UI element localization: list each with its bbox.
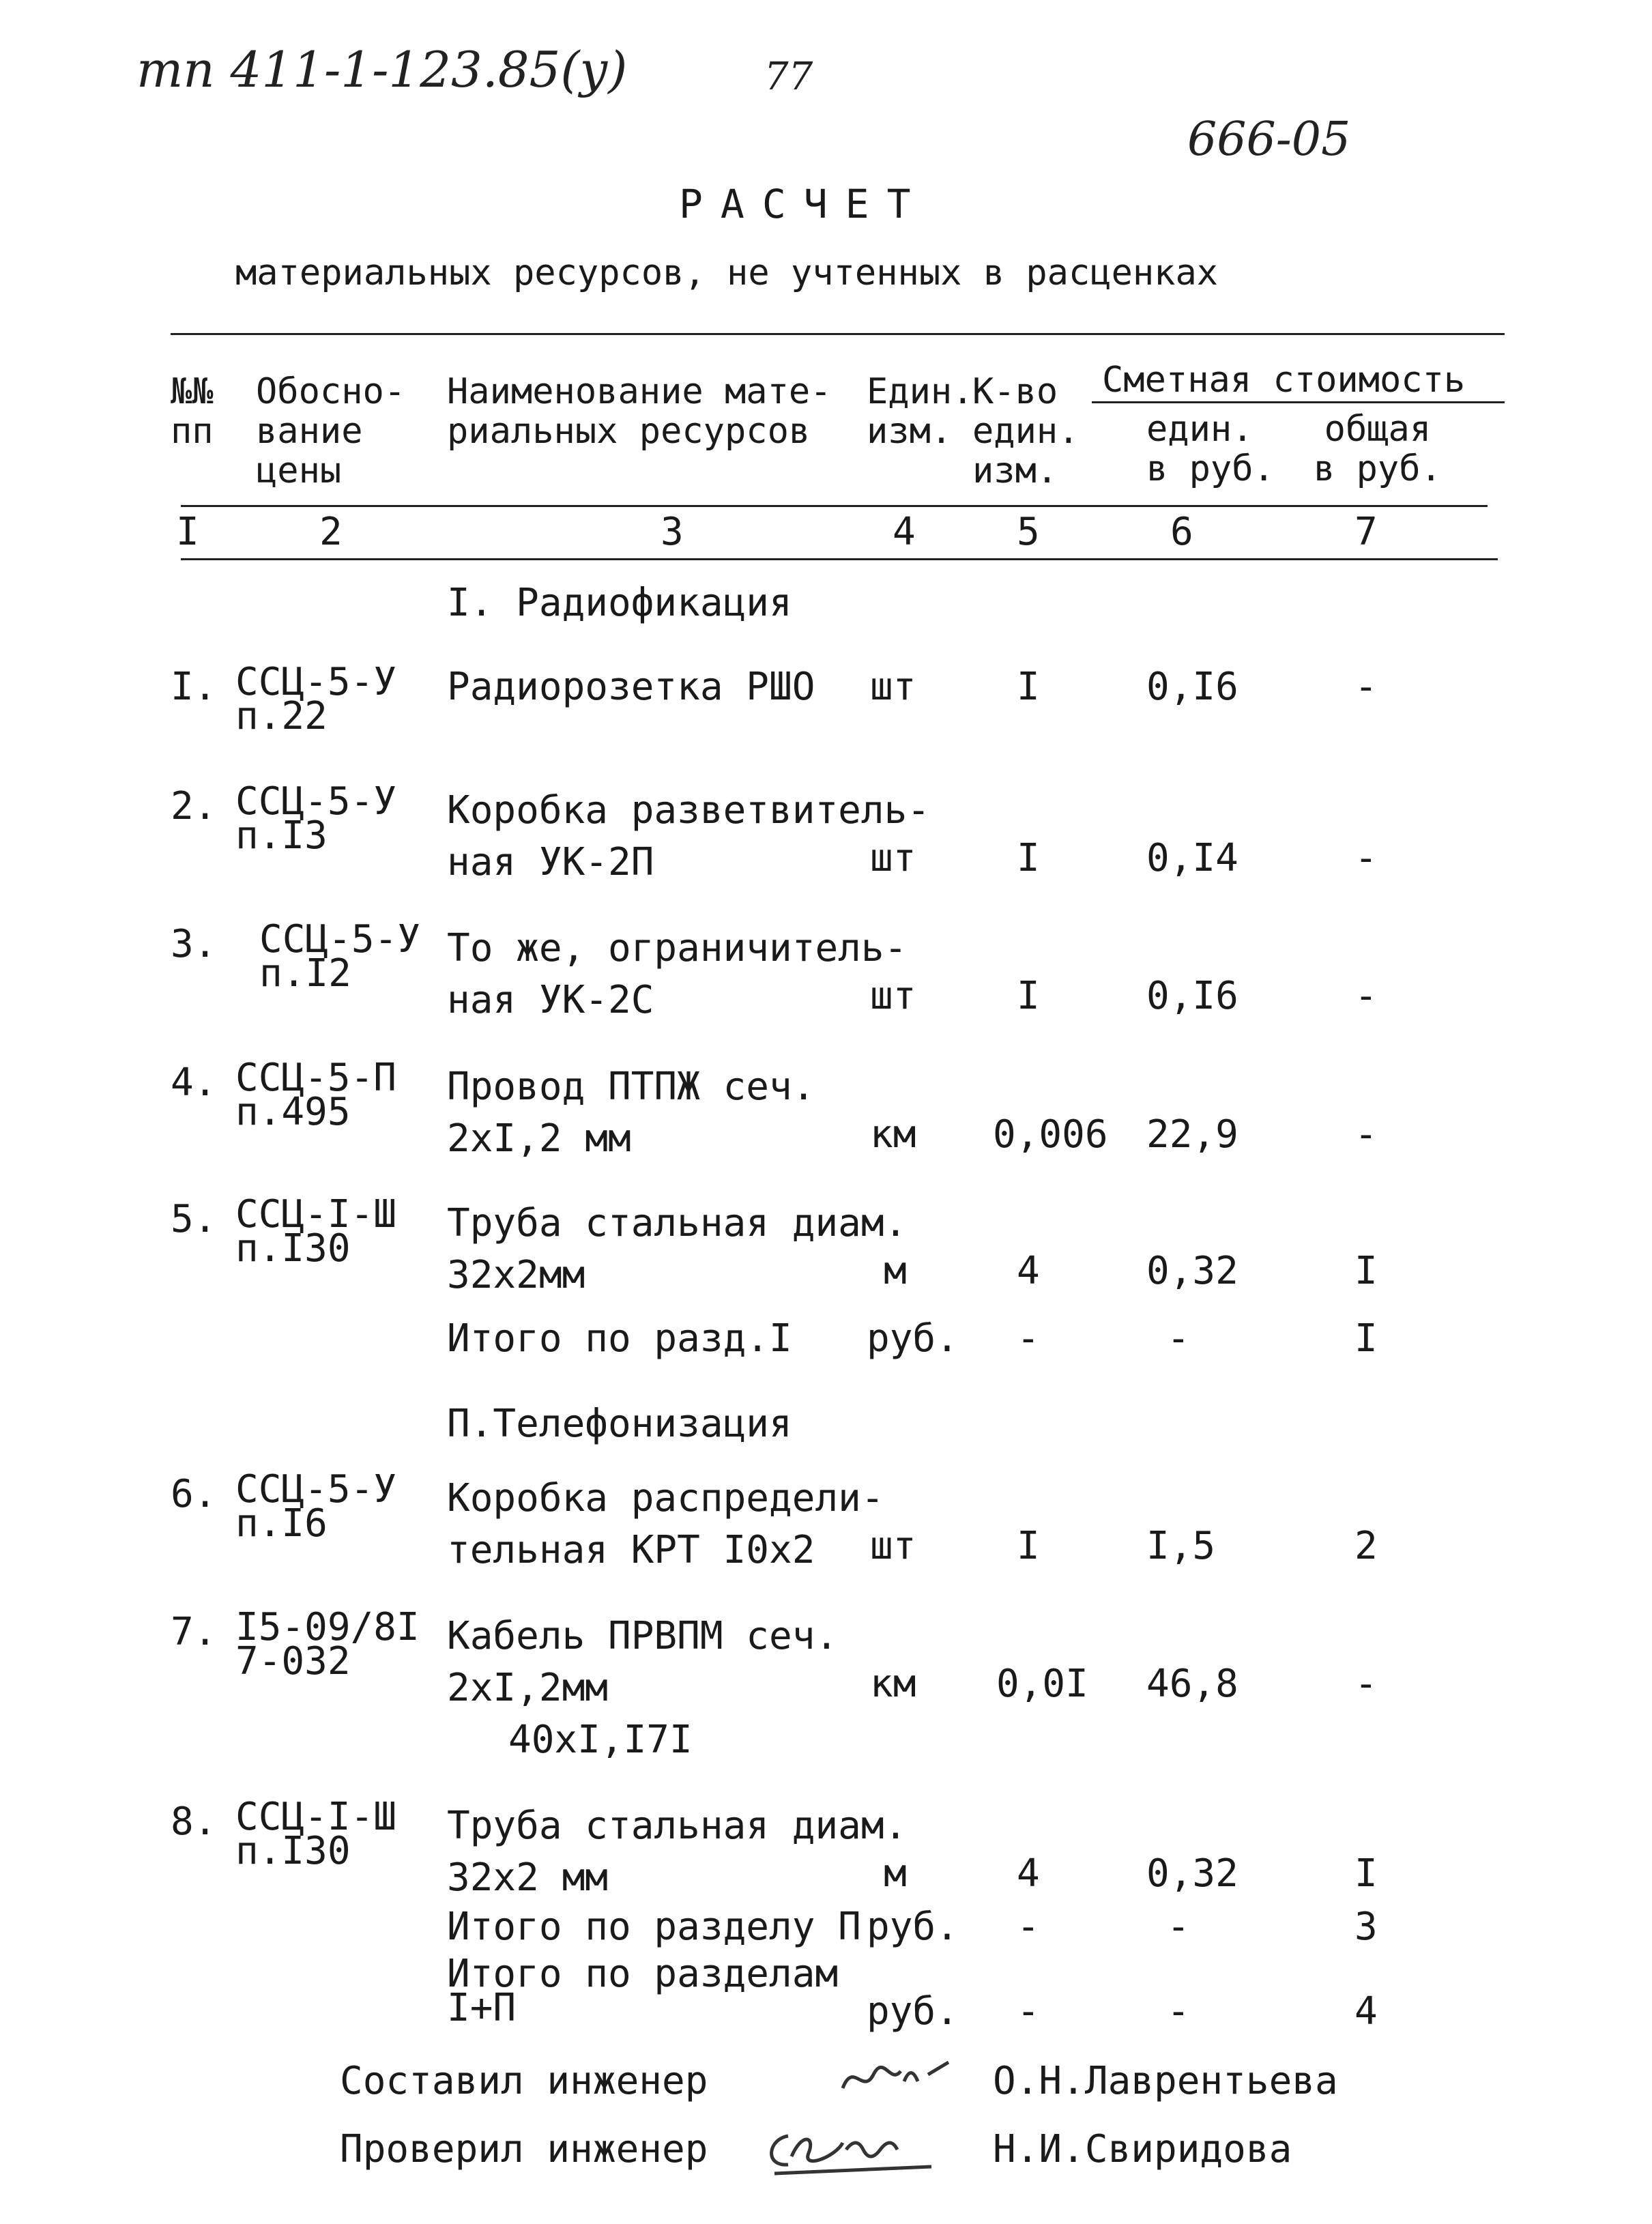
row-total: - [1354, 974, 1378, 1018]
header-col7-line: общая [1324, 409, 1432, 450]
header-col5-line: изм. [972, 450, 1058, 491]
row-basis-line: ССЦ-5-У [259, 917, 421, 962]
row-number: I. [171, 665, 217, 709]
row-number: 7. [171, 1610, 217, 1654]
row-basis-line: п.I2 [259, 951, 351, 996]
total-quantity: - [1017, 1989, 1040, 2034]
page-title: РАСЧЕТ [679, 181, 929, 227]
column-number: 4 [893, 510, 916, 554]
header-col4-line: Един. [867, 371, 974, 412]
total-label: Итого по разделу П [447, 1905, 861, 1949]
handwritten-signature-graphic [836, 2047, 966, 2109]
row-unit-price: 46,8 [1146, 1662, 1238, 1706]
page-number: 77 [764, 55, 813, 99]
total-label-line: Итого по разделам [447, 1952, 839, 1996]
row-basis-line: ССЦ-5-У [235, 1467, 397, 1512]
header-col3 [447, 372, 832, 451]
section-title: П.Телефонизация [447, 1402, 792, 1446]
row-basis-line: ССЦ-5-У [235, 779, 397, 824]
header-col7-line: в руб. [1314, 448, 1442, 489]
row-basis-line: п.I6 [235, 1501, 328, 1546]
row-basis-line: п.I30 [235, 1829, 351, 1873]
row-total: - [1354, 1662, 1378, 1706]
row-basis [259, 917, 421, 996]
row-unit: шт [870, 974, 916, 1018]
total-unit-price: - [1167, 1989, 1190, 2034]
total-unit: руб. [867, 1989, 959, 2034]
row-quantity: I [1017, 836, 1040, 880]
row-material-name-line: 40хI,I7I [508, 1718, 693, 1762]
row-quantity: I [1017, 974, 1040, 1018]
signature-name: Н.И.Свиридова [993, 2127, 1292, 2171]
row-material-name-line: Провод ПТПЖ сеч. [447, 1065, 815, 1109]
header-cost-group: Сметная стоимость [1102, 360, 1466, 401]
row-quantity: I [1017, 665, 1040, 709]
handwritten-signature-graphic [761, 2115, 952, 2180]
row-material-name [447, 1800, 907, 1904]
row-basis [235, 1467, 397, 1546]
total-unit-price: - [1167, 1905, 1190, 1949]
header-col7 [1314, 409, 1442, 489]
row-total: - [1354, 836, 1378, 880]
header-col6 [1146, 409, 1275, 489]
row-unit: шт [870, 665, 916, 709]
signature-role: Составил инженер [340, 2059, 708, 2103]
row-basis [235, 660, 397, 738]
page-subtitle: материальных ресурсов, не учтенных в расценках [235, 252, 1219, 293]
row-quantity: 4 [1017, 1851, 1040, 1896]
header-col3-line: Наименование мате- [447, 371, 832, 412]
total-amount: 3 [1354, 1905, 1378, 1949]
row-material-name-line: Кабель ПРВПМ сеч. [447, 1614, 839, 1658]
row-material-name-line: 32х2мм [447, 1253, 585, 1297]
row-unit: км [870, 1662, 916, 1706]
row-unit: шт [870, 1524, 916, 1568]
header-col1 [171, 372, 214, 451]
header-col1-line: пп [171, 411, 214, 452]
column-number: 3 [661, 510, 684, 554]
column-number: 5 [1017, 510, 1040, 554]
row-material-name-line: Труба стальная диам. [447, 1201, 908, 1245]
signature-role: Проверил инженер [340, 2127, 708, 2171]
row-number: 4. [171, 1060, 217, 1105]
total-unit-price: - [1167, 1316, 1190, 1361]
header-bottom-rule [181, 558, 1498, 560]
row-unit-price: 22,9 [1146, 1112, 1238, 1157]
row-basis [235, 1795, 397, 1873]
header-col2-line: цены [256, 450, 342, 491]
row-unit-price: 0,I4 [1146, 836, 1238, 880]
handwritten-signature [836, 2047, 966, 2120]
row-material-name-line: тельная КРТ I0х2 [447, 1528, 815, 1572]
row-material-name [447, 923, 907, 1026]
row-unit-price: I,5 [1146, 1524, 1216, 1568]
row-basis-line: 7-032 [235, 1639, 351, 1684]
column-number: I [176, 510, 199, 554]
row-material-name [447, 1473, 884, 1576]
header-col5-line: К-во [972, 371, 1058, 412]
total-label: Итого по разд.I [447, 1316, 792, 1361]
row-unit-price: 0,I6 [1146, 665, 1238, 709]
row-material-name [447, 1061, 815, 1165]
row-total: - [1354, 1112, 1378, 1157]
header-col6-line: един. [1146, 409, 1254, 450]
row-number: 5. [171, 1197, 217, 1241]
row-quantity: 0,006 [993, 1112, 1108, 1157]
cost-group-rule [1092, 401, 1505, 403]
header-top-rule [171, 333, 1505, 335]
row-basis [235, 1192, 397, 1271]
header-col5-line: един. [972, 411, 1079, 452]
row-unit: м [884, 1851, 907, 1896]
row-unit-price: 0,I6 [1146, 974, 1238, 1018]
row-material-name-line: Коробка разветвитель- [447, 788, 931, 833]
header-col4 [867, 372, 974, 451]
row-basis-line: I5-09/8I [235, 1605, 420, 1649]
row-basis [235, 1605, 420, 1684]
total-unit: руб. [867, 1905, 959, 1949]
row-material-name [447, 785, 930, 889]
row-basis-line: п.I3 [235, 813, 328, 858]
total-quantity: - [1017, 1905, 1040, 1949]
total-label-line: I+П [447, 1986, 517, 2030]
row-material-name: Радиорозетка РШО [447, 665, 815, 709]
row-total: I [1354, 1249, 1378, 1293]
row-number: 2. [171, 784, 217, 828]
row-basis-line: ССЦ-5-У [235, 660, 397, 704]
row-material-name-line: 32х2 мм [447, 1855, 609, 1900]
row-number: 3. [171, 922, 217, 966]
row-basis-line: п.I30 [235, 1226, 351, 1271]
header-mid-rule [181, 505, 1488, 507]
album-code: 666-05 [1187, 113, 1351, 167]
header-col3-line: риальных ресурсов [447, 411, 811, 452]
row-total: - [1354, 665, 1378, 709]
row-quantity: 4 [1017, 1249, 1040, 1293]
row-total: I [1354, 1851, 1378, 1896]
row-number: 8. [171, 1800, 217, 1844]
row-basis-line: ССЦ-I-Ш [235, 1795, 397, 1839]
row-basis-line: п.22 [235, 694, 328, 738]
row-total: 2 [1354, 1524, 1378, 1568]
total-amount: I [1354, 1316, 1378, 1361]
header-col5 [972, 372, 1079, 491]
row-unit: шт [870, 836, 916, 880]
header-col2 [256, 372, 405, 491]
section-title: I. Радиофикация [447, 581, 792, 625]
row-material-name-line: Труба стальная диам. [447, 1804, 908, 1848]
signature-name: О.Н.Лаврентьева [993, 2059, 1338, 2103]
header-col6-line: в руб. [1146, 448, 1275, 489]
document-code: тп 411-1-123.85(у) [136, 41, 628, 98]
row-quantity: 0,0I [996, 1662, 1088, 1706]
total-label [447, 1952, 839, 2030]
row-material-name-line: ная УК-2С [447, 978, 654, 1022]
row-basis [235, 779, 397, 858]
header-col4-line: изм. [867, 411, 953, 452]
row-basis-line: ССЦ-5-П [235, 1056, 397, 1100]
total-quantity: - [1017, 1316, 1040, 1361]
row-unit-price: 0,32 [1146, 1851, 1238, 1896]
row-material-name-line: 2хI,2 мм [447, 1116, 631, 1161]
total-amount: 4 [1354, 1989, 1378, 2034]
total-unit: руб. [867, 1316, 959, 1361]
header-col2-line: вание [256, 411, 363, 452]
row-material-name-line: ная УК-2П [447, 840, 654, 884]
header-col1-line: №№ [171, 371, 214, 412]
row-basis [235, 1056, 397, 1134]
row-unit: км [870, 1112, 916, 1157]
row-unit: м [884, 1249, 907, 1293]
column-number: 2 [319, 510, 343, 554]
row-number: 6. [171, 1472, 217, 1516]
row-material-name-line: 2хI,2мм [447, 1666, 609, 1710]
row-basis-line: ССЦ-I-Ш [235, 1192, 397, 1237]
column-number: 6 [1170, 510, 1193, 554]
row-material-name-line: Коробка распредели- [447, 1476, 884, 1520]
row-basis-line: п.495 [235, 1090, 351, 1134]
row-quantity: I [1017, 1524, 1040, 1568]
row-material-name [447, 1611, 838, 1766]
column-number: 7 [1354, 510, 1378, 554]
row-material-name-line: То же, ограничитель- [447, 926, 908, 970]
row-unit-price: 0,32 [1146, 1249, 1238, 1293]
header-col2-line: Обосно- [256, 371, 406, 412]
row-material-name [447, 1198, 907, 1301]
handwritten-signature [761, 2115, 952, 2192]
